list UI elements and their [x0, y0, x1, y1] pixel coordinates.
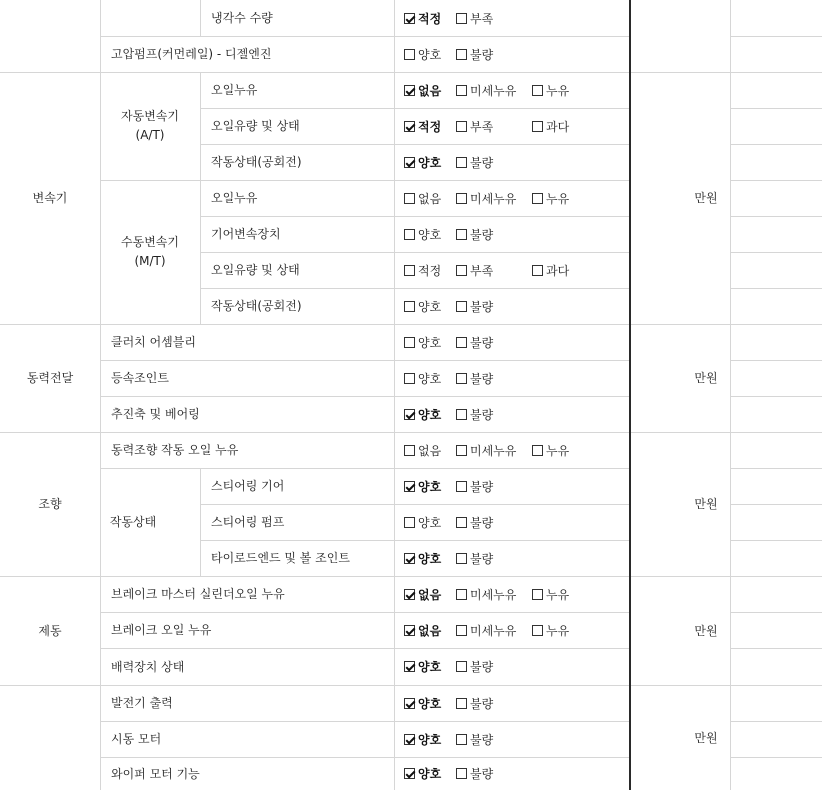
checkbox-icon[interactable] [456, 589, 467, 600]
option-2[interactable] [456, 334, 493, 350]
item-label: 추진축 및 베어링 [111, 407, 200, 421]
option-label: 적정 [418, 263, 442, 278]
row-divider [730, 180, 822, 181]
option-2[interactable] [456, 370, 493, 386]
checkbox-checked-icon[interactable] [404, 589, 415, 600]
price-unit-0: 만원 [694, 191, 718, 205]
option-label: 누유 [546, 587, 570, 602]
option-2[interactable] [456, 514, 493, 530]
item-label: 시동 모터 [111, 732, 162, 746]
row-divider [730, 360, 822, 361]
item-label: 스티어링 기어 [211, 479, 285, 493]
item-label: 오일누유 [211, 83, 258, 97]
option-1[interactable] [404, 334, 441, 350]
option-1[interactable] [404, 46, 441, 62]
row-divider [200, 216, 629, 217]
row-divider [730, 757, 822, 758]
checkbox-icon[interactable] [456, 265, 467, 276]
option-2[interactable] [456, 659, 493, 675]
option-1[interactable] [404, 659, 441, 675]
column-divider [100, 0, 101, 790]
checkbox-checked-icon[interactable] [404, 409, 415, 420]
option-label: 미세누유 [470, 443, 517, 458]
row-divider [100, 396, 629, 397]
option-label: 부족 [470, 263, 494, 278]
option-2[interactable] [456, 731, 493, 747]
option-label: 누유 [546, 191, 570, 206]
option-1[interactable] [404, 298, 441, 314]
option-3[interactable] [532, 622, 569, 638]
row-divider [730, 108, 822, 109]
price-unit-3: 만원 [694, 623, 718, 638]
checkbox-checked-icon[interactable] [404, 157, 415, 168]
option-label: 양호 [418, 155, 442, 170]
checkbox-icon[interactable] [456, 229, 467, 240]
checkbox-icon[interactable] [456, 445, 467, 456]
checkbox-icon[interactable] [456, 193, 467, 204]
checkbox-icon[interactable] [456, 517, 467, 528]
item-label: 와이퍼 모터 기능 [111, 766, 200, 781]
checkbox-icon[interactable] [456, 13, 467, 24]
row-divider [730, 396, 822, 397]
option-label: 양호 [418, 660, 442, 674]
checkbox-checked-icon[interactable] [404, 13, 415, 24]
option-label: 미세누유 [470, 587, 517, 602]
item-label: 동력조향 작동 오일 누유 [111, 443, 239, 457]
row-divider [100, 360, 629, 361]
option-label: 불량 [470, 732, 494, 747]
option-label: 양호 [418, 767, 442, 781]
column-divider [394, 0, 395, 790]
option-1[interactable] [404, 262, 441, 278]
option-1[interactable] [404, 370, 441, 386]
price-unit-2: 만원 [694, 497, 718, 511]
checkbox-icon[interactable] [456, 49, 467, 60]
option-label: 없음 [418, 623, 442, 638]
row-divider [730, 504, 822, 505]
item-label: 작동상태(공회전) [211, 299, 302, 313]
checkbox-icon[interactable] [456, 301, 467, 312]
option-1[interactable] [404, 82, 441, 98]
option-1[interactable] [404, 226, 441, 242]
checkbox-checked-icon[interactable] [404, 734, 415, 745]
option-1[interactable] [404, 695, 441, 711]
option-2[interactable] [456, 550, 493, 566]
item-label: 발전기 출력 [111, 696, 173, 710]
checkbox-checked-icon[interactable] [404, 698, 415, 709]
column-divider [200, 468, 201, 576]
option-label: 불량 [470, 227, 494, 242]
price-unit-1: 만원 [694, 371, 718, 385]
category-power-transmission: 동력전달 [26, 371, 74, 385]
category-braking: 제동 [38, 623, 62, 638]
checkbox-icon[interactable] [456, 661, 467, 672]
option-label: 미세누유 [470, 83, 517, 98]
checkbox-icon[interactable] [532, 625, 543, 636]
option-1[interactable] [404, 514, 441, 530]
option-3[interactable] [532, 262, 569, 278]
option-label: 과다 [546, 119, 570, 134]
checkbox-icon[interactable] [456, 157, 467, 168]
option-3[interactable] [532, 82, 569, 98]
option-label: 불량 [470, 696, 494, 711]
row-divider [0, 324, 822, 325]
option-3[interactable] [532, 118, 569, 134]
option-label: 누유 [546, 623, 570, 638]
row-divider [730, 468, 822, 469]
option-label: 양호 [418, 479, 442, 494]
option-label: 양호 [418, 227, 442, 242]
option-2[interactable] [456, 82, 516, 98]
price-unit-4: 만원 [694, 730, 718, 745]
row-divider [730, 144, 822, 145]
row-divider [100, 648, 629, 649]
checkbox-icon[interactable] [456, 337, 467, 348]
checkbox-icon[interactable] [532, 589, 543, 600]
option-label: 없음 [418, 443, 442, 458]
row-divider [730, 612, 822, 613]
checkbox-icon[interactable] [456, 85, 467, 96]
row-divider [200, 504, 629, 505]
checkbox-checked-icon[interactable] [404, 661, 415, 672]
checkbox-icon[interactable] [532, 121, 543, 132]
checkbox-icon[interactable] [456, 409, 467, 420]
checkbox-checked-icon[interactable] [404, 625, 415, 636]
subgroup-automatic-transmission-line2: (A/T) [135, 128, 165, 142]
row-divider [0, 72, 822, 73]
item-label: 기어변속장치 [211, 227, 281, 241]
row-divider [100, 180, 200, 181]
row-divider [200, 252, 629, 253]
checkbox-icon[interactable] [404, 193, 415, 204]
option-label: 양호 [418, 299, 442, 314]
option-2[interactable] [456, 226, 493, 242]
option-label: 누유 [546, 443, 570, 458]
item-label: 브레이크 오일 누유 [111, 623, 212, 637]
option-2[interactable] [456, 406, 493, 422]
option-label: 적정 [418, 11, 442, 26]
option-2[interactable] [456, 190, 516, 206]
item-label: 등속조인트 [111, 371, 169, 385]
option-2[interactable] [456, 10, 493, 26]
option-label: 양호 [418, 47, 442, 62]
option-label: 불량 [470, 155, 494, 170]
option-label: 불량 [470, 407, 494, 422]
row-divider [730, 288, 822, 289]
row-divider [200, 108, 629, 109]
item-label: 배력장치 상태 [111, 659, 185, 674]
checkbox-checked-icon[interactable] [404, 553, 415, 564]
row-divider [100, 468, 629, 469]
row-divider [730, 216, 822, 217]
option-label: 양호 [418, 371, 442, 386]
subgroup-manual-transmission-line1: 수동변속기 [121, 235, 179, 249]
subgroup-automatic-transmission-line1: 자동변속기 [121, 109, 179, 123]
checkbox-icon[interactable] [456, 768, 467, 779]
option-label: 양호 [418, 551, 442, 566]
option-1[interactable] [404, 586, 441, 602]
column-divider [730, 0, 731, 790]
option-label: 없음 [418, 191, 442, 206]
category-steering: 조향 [38, 497, 62, 511]
checkbox-icon[interactable] [456, 625, 467, 636]
option-1[interactable] [404, 731, 441, 747]
checkbox-icon[interactable] [456, 373, 467, 384]
checkbox-checked-icon[interactable] [404, 768, 415, 779]
option-label: 누유 [546, 83, 570, 98]
option-1[interactable] [404, 622, 441, 638]
category-transmission: 변속기 [32, 191, 68, 205]
checkbox-checked-icon[interactable] [404, 121, 415, 132]
checkbox-icon[interactable] [404, 49, 415, 60]
option-label: 과다 [546, 263, 570, 278]
option-label: 부족 [470, 119, 494, 134]
checkbox-icon[interactable] [404, 301, 415, 312]
row-divider [730, 721, 822, 722]
item-label: 스티어링 펌프 [211, 515, 285, 529]
row-divider [0, 432, 822, 433]
row-divider [100, 721, 629, 722]
option-2[interactable] [456, 262, 493, 278]
option-label: 적정 [418, 119, 442, 134]
option-label: 불량 [470, 299, 494, 314]
option-2[interactable] [456, 442, 516, 458]
option-1[interactable] [404, 154, 441, 170]
item-label: 오일유량 및 상태 [211, 119, 300, 133]
checkbox-icon[interactable] [404, 265, 415, 276]
checkbox-icon[interactable] [456, 481, 467, 492]
option-3[interactable] [532, 586, 569, 602]
checkbox-icon[interactable] [456, 553, 467, 564]
option-1[interactable] [404, 478, 441, 494]
option-2[interactable] [456, 695, 493, 711]
row-divider [0, 685, 822, 686]
row-divider [100, 612, 629, 613]
option-2[interactable] [456, 622, 516, 638]
option-label: 미세누유 [470, 191, 517, 206]
option-label: 양호 [418, 732, 442, 747]
option-label: 불량 [470, 47, 494, 62]
option-1[interactable] [404, 766, 441, 782]
option-1[interactable] [404, 442, 441, 458]
row-divider [730, 252, 822, 253]
checkbox-icon[interactable] [404, 229, 415, 240]
option-1[interactable] [404, 406, 441, 422]
subgroup-operation-status: 작동상태 [109, 515, 157, 529]
option-1[interactable] [404, 118, 441, 134]
row-divider [100, 36, 629, 37]
checkbox-checked-icon[interactable] [404, 85, 415, 96]
checkbox-icon[interactable] [456, 121, 467, 132]
row-divider [0, 576, 822, 577]
item-label: 브레이크 마스터 실린더오일 누유 [111, 587, 285, 601]
option-label: 양호 [418, 515, 442, 530]
row-divider [200, 540, 629, 541]
option-2[interactable] [456, 586, 516, 602]
option-label: 불량 [470, 660, 494, 674]
option-2[interactable] [456, 298, 493, 314]
checkbox-checked-icon[interactable] [404, 481, 415, 492]
checkbox-icon[interactable] [404, 337, 415, 348]
option-1[interactable] [404, 10, 441, 26]
item-label: 작동상태(공회전) [211, 155, 302, 169]
option-label: 양호 [418, 407, 442, 422]
option-3[interactable] [532, 442, 569, 458]
column-divider [629, 0, 631, 790]
checkbox-icon[interactable] [532, 193, 543, 204]
row-divider [730, 36, 822, 37]
option-label: 미세누유 [470, 623, 517, 638]
checkbox-icon[interactable] [404, 445, 415, 456]
checkbox-icon[interactable] [404, 373, 415, 384]
row-divider [100, 757, 629, 758]
checkbox-icon[interactable] [532, 85, 543, 96]
item-label: 클러치 어셈블리 [111, 335, 196, 349]
option-label: 불량 [470, 371, 494, 386]
option-label: 양호 [418, 696, 442, 711]
item-label: 고압펌프(커먼레일) - 디젤엔진 [111, 47, 272, 61]
checkbox-icon[interactable] [456, 698, 467, 709]
option-2[interactable] [456, 766, 493, 782]
checkbox-icon[interactable] [404, 517, 415, 528]
item-label: 오일누유 [211, 191, 258, 205]
subgroup-manual-transmission-line2: (M/T) [134, 254, 166, 268]
option-1[interactable] [404, 550, 441, 566]
column-divider [200, 72, 201, 324]
option-2[interactable] [456, 46, 493, 62]
item-label: 냉각수 수량 [211, 11, 273, 25]
option-label: 불량 [470, 551, 494, 566]
row-divider [200, 144, 629, 145]
item-label: 오일유량 및 상태 [211, 263, 300, 277]
option-label: 불량 [470, 515, 494, 530]
option-label: 양호 [418, 335, 442, 350]
option-1[interactable] [404, 190, 441, 206]
option-label: 불량 [470, 767, 494, 781]
checkbox-icon[interactable] [532, 445, 543, 456]
checkbox-icon[interactable] [456, 734, 467, 745]
column-divider [200, 0, 201, 36]
option-label: 불량 [470, 479, 494, 494]
row-divider [200, 288, 629, 289]
option-2[interactable] [456, 154, 493, 170]
option-3[interactable] [532, 190, 569, 206]
checkbox-icon[interactable] [532, 265, 543, 276]
row-divider [730, 648, 822, 649]
row-divider [730, 540, 822, 541]
item-label: 타이로드엔드 및 볼 조인트 [211, 551, 350, 565]
option-label: 부족 [470, 11, 494, 26]
option-label: 없음 [418, 83, 442, 98]
option-label: 없음 [418, 587, 442, 602]
option-2[interactable] [456, 478, 493, 494]
option-2[interactable] [456, 118, 493, 134]
option-label: 불량 [470, 335, 494, 350]
